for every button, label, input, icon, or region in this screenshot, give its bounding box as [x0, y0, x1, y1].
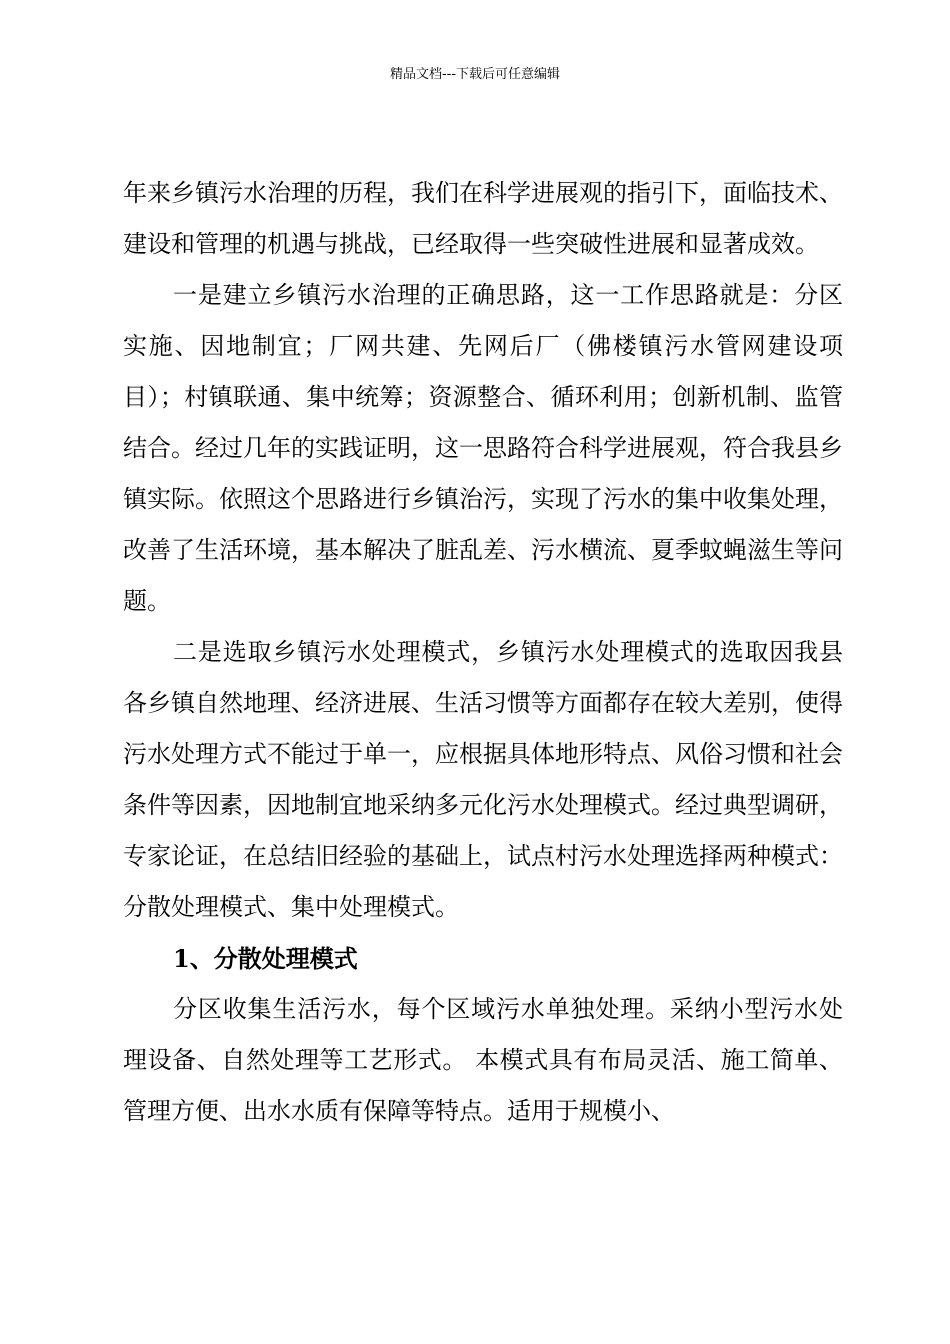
paragraph-approach: 一是建立乡镇污水治理的正确思路，这一工作思路就是：分区实施、因地制宜；厂网共建、先网后厂（佛楼镇污水管网建设项目）；村镇联通、集中统筹；资源整合、循环利用；创新机制、监管结合。经过几年的实践证明，这一思路符合科学进展观，符合我县乡镇实际。依照这个思路进行乡镇治污，实现了污水的集中收集处理，改善了生活环境，基本解决了脏乱差、污水横流、夏季蚊蝇滋生等问题。: [123, 281, 843, 615]
paragraph-continuation: 年来乡镇污水治理的历程，我们在科学进展观的指引下，面临技术、建设和管理的机遇与挑战，已经取得一些突破性进展和显著成效。: [123, 179, 843, 258]
document-body: [123, 168, 843, 1137]
page-header: 精品文档---下载后可任意编辑: [389, 67, 561, 82]
paragraph-model-selection: 二是选取乡镇污水处理模式，乡镇污水处理模式的选取因我县各乡镇自然地理、经济进展、生活习惯等方面都存在较大差别，使得污水处理方式不能过于单一，应根据具体地形特点、风俗习惯和社会条件等因素，因地制宜地采纳多元化污水处理模式。经过典型调研，专家论证，在总结旧经验的基础上，试点村污水处理选择两种模式：分散处理模式、集中处理模式。: [123, 638, 843, 921]
paragraph-decentralized: 分区收集生活污水，每个区域污水单独处理。采纳小型污水处理设备、自然处理等工艺形式。 本模式具有布局灵活、施工简单、管理方便、出水水质有保障等特点。适用于规模小、: [123, 995, 843, 1125]
section-heading: 1、分散处理模式: [173, 944, 358, 973]
